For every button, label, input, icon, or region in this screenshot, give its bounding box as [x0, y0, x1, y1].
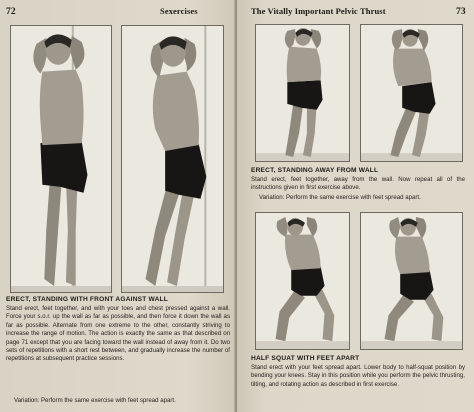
running-head-right: The Vitally Important Pelvic Thrust: [251, 6, 386, 16]
page-number-left: 72: [6, 7, 16, 17]
figure-half-squat-2: [361, 213, 462, 349]
exercise-variation-away-wall: Variation: Perform the same exercise with feet spread apart.: [259, 194, 421, 201]
figure-half-squat-1: [256, 213, 349, 349]
photo-away-wall-thrust: [360, 24, 463, 162]
exercise-title-half-squat: HALF SQUAT WITH FEET APART: [251, 355, 360, 362]
page-number-right: 73: [456, 7, 466, 17]
left-page: [0, 0, 236, 412]
figure-away-upright: [256, 25, 349, 161]
exercise-title-wall-front: ERECT, STANDING WITH FRONT AGAINST WALL: [6, 296, 169, 303]
figure-standing-upright: [11, 26, 111, 292]
running-head-left: Sexercises: [160, 6, 198, 16]
figure-standing-thrust: [122, 26, 223, 292]
exercise-title-away-wall: ERECT, STANDING AWAY FROM WALL: [251, 167, 379, 174]
photo-half-squat-1: [255, 212, 350, 350]
right-page: [237, 0, 474, 412]
exercise-description-away-wall: Stand erect, feet together, away from the wall. Now repeat all of the instructions given in first exercise above.: [251, 176, 465, 192]
exercise-description-wall-front: Stand erect, feet together, and with your toes and chest pressed against a wall. Force your s.o.r. up the wall as far as possible, and then force it down the wall as far as possible. Alternate from one extreme to the other, constantly striving to increase the range of motion. The action is exactly the same as that described on page 71 except that you are facing toward the wall instead of away from it. Do two sets of repetitions with a short rest between, and gradually increase the number of repetitions at subsequent practice sessions.: [6, 305, 230, 363]
photo-wall-front-thrust: [121, 25, 224, 293]
photo-wall-front-upright: [10, 25, 112, 293]
photo-away-wall-upright: [255, 24, 350, 162]
exercise-description-half-squat: Stand erect with your feet spread apart. Lower body to half-squat position by bending your knees. Stay in this position while you perform the pelvic thrusting, tilting, and rotating action as described in first exercise.: [251, 364, 465, 388]
photo-half-squat-2: [360, 212, 463, 350]
figure-away-thrust: [361, 25, 462, 161]
exercise-variation-wall-front: Variation: Perform the same exercise with feet spread apart.: [14, 397, 176, 404]
